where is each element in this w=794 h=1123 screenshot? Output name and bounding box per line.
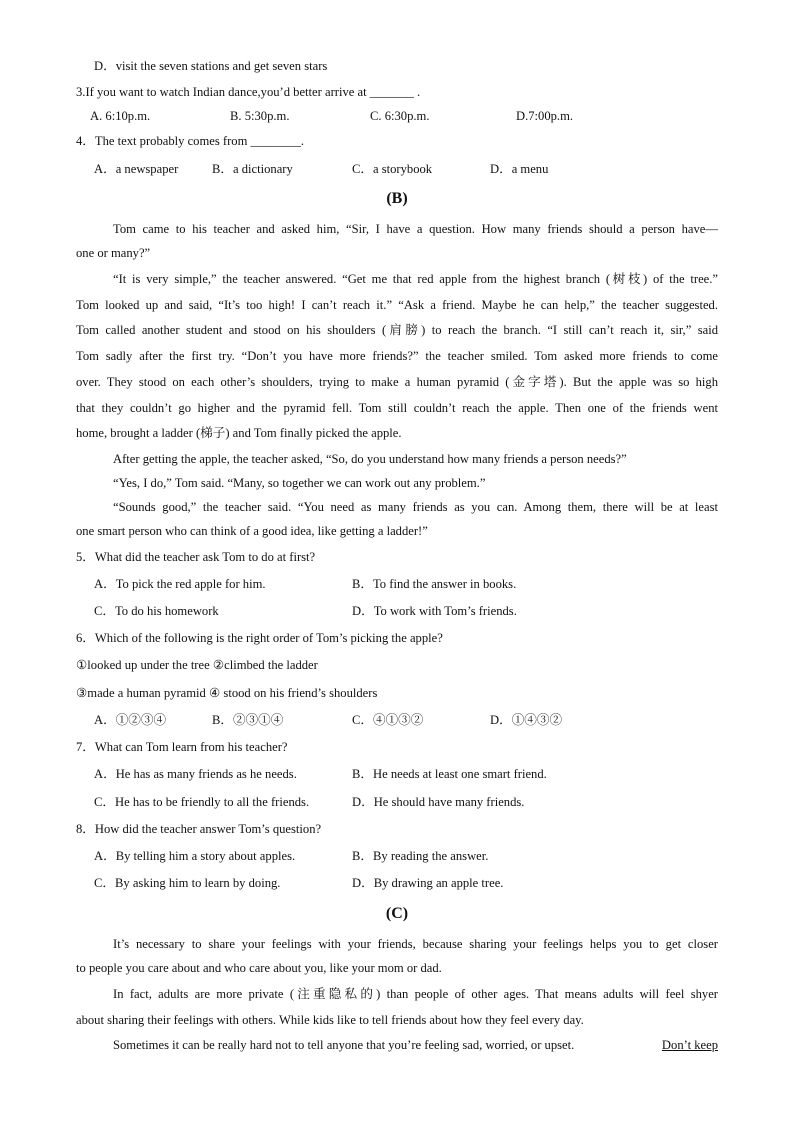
q6-option-a: A．①②③④ xyxy=(94,713,167,727)
q7-option-a: A．He has as many friends as he needs. xyxy=(94,767,297,781)
question-5: 5．What did the teacher ask Tom to do at first? xyxy=(76,550,316,564)
passage-c-line-4: about sharing their feelings with others. While kids like to tell friends about how they feel every day. xyxy=(76,1013,584,1027)
q5-option-a: A．To pick the red apple for him. xyxy=(94,577,266,591)
q8-option-b: B．By reading the answer. xyxy=(352,849,489,863)
passage-c-line-2: to people you care about and who care about you, like your mom or dad. xyxy=(76,961,442,975)
passage-c-line-1: It’s necessary to share your feelings with your friends, because sharing your feelings helps you to get closer xyxy=(113,937,718,951)
question-4: 4．The text probably comes from ________. xyxy=(76,134,305,148)
passage-c-line-3: In fact, adults are more private (注重隐私的) than people of other ages. That means adults will feel shyer xyxy=(113,987,718,1001)
q8-option-a: A．By telling him a story about apples. xyxy=(94,849,296,863)
q4-option-b: B．a dictionary xyxy=(212,162,293,176)
q8-option-c: C．By asking him to learn by doing. xyxy=(94,876,281,890)
q6-option-d: D．①④③② xyxy=(490,713,563,727)
passage-b-line-11: “Yes, I do,” Tom said. “Many, so together we can work out any problem.” xyxy=(113,476,486,490)
q3-option-a: A. 6:10p.m. xyxy=(90,109,151,123)
section-b-heading: (B) xyxy=(386,190,408,207)
passage-b-line-13: one smart person who can think of a good idea, like getting a ladder!” xyxy=(76,524,428,538)
section-c-heading: (C) xyxy=(385,905,409,922)
passage-b-line-2: one or many?” xyxy=(76,246,151,260)
question-7: 7．What can Tom learn from his teacher? xyxy=(76,740,288,754)
passage-b-line-12: “Sounds good,” the teacher said. “You need as many friends as you can. Among them, there will be at least xyxy=(113,500,718,514)
q6-option-c: C．④①③② xyxy=(352,713,424,727)
q5-option-d: D．To work with Tom’s friends. xyxy=(352,604,517,618)
q2-option-d: D．visit the seven stations and get seven stars xyxy=(94,59,328,73)
passage-b-line-3: “It is very simple,” the teacher answered. “Get me that red apple from the highest branch (树枝) of the tree.” xyxy=(113,272,718,286)
q7-option-c: C．He has to be friendly to all the friends. xyxy=(94,795,310,809)
passage-b-line-6: Tom sadly after the first try. “Don’t you have more friends?” the teacher smiled. Tom asked more friends to come xyxy=(76,349,718,363)
q6-steps-line-1: ①looked up under the tree ②climbed the ladder xyxy=(76,658,318,672)
passage-b-line-5: Tom called another student and stood on his shoulders (肩膀) to reach the branch. “I still can’t reach it, sir,” said xyxy=(76,323,718,337)
passage-c-line-5: Sometimes it can be really hard not to tell anyone that you’re feeling sad, worried, or upset. xyxy=(113,1038,575,1052)
passage-b-line-9: home, brought a ladder (梯子) and Tom finally picked the apple. xyxy=(76,426,402,440)
q7-option-d: D．He should have many friends. xyxy=(352,795,525,809)
passage-b-line-4: Tom looked up and said, “It’s too high! I can’t reach it.” “Ask a friend. Maybe he can help,” the teacher suggested. xyxy=(76,298,718,312)
q7-option-b: B．He needs at least one smart friend. xyxy=(352,767,547,781)
question-8: 8．How did the teacher answer Tom’s question? xyxy=(76,822,322,836)
q5-option-b: B．To find the answer in books. xyxy=(352,577,517,591)
q6-steps-line-2: ③made a human pyramid ④ stood on his friend’s shoulders xyxy=(76,686,378,700)
passage-b-line-10: After getting the apple, the teacher asked, “So, do you understand how many friends a person needs?” xyxy=(113,452,627,466)
passage-b-line-7: over. They stood on each other’s shoulders, trying to make a human pyramid (金字塔). But the apple was so high xyxy=(76,375,718,389)
q8-option-d: D．By drawing an apple tree. xyxy=(352,876,504,890)
q4-option-c: C．a storybook xyxy=(352,162,433,176)
q3-option-c: C. 6:30p.m. xyxy=(370,109,430,123)
q3-option-d: D.7:00p.m. xyxy=(516,109,574,123)
q6-option-b: B．②③①④ xyxy=(212,713,284,727)
underlined-phrase: Don’t keep xyxy=(661,1038,718,1052)
passage-b-line-1: Tom came to his teacher and asked him, “Sir, I have a question. How many friends should a person have— xyxy=(113,222,718,236)
passage-c-line-5-wrap xyxy=(113,1037,718,1053)
q5-option-c: C．To do his homework xyxy=(94,604,219,618)
passage-b-line-8: that they couldn’t go higher and the pyramid fell. Tom still couldn’t reach the apple. Then one of the friends went xyxy=(76,401,718,415)
question-6: 6．Which of the following is the right order of Tom’s picking the apple? xyxy=(76,631,443,645)
q4-option-d: D．a menu xyxy=(490,162,549,176)
q4-option-a: A．a newspaper xyxy=(94,162,179,176)
q3-option-b: B. 5:30p.m. xyxy=(230,109,290,123)
question-3: 3.If you want to watch Indian dance,you’d better arrive at _______ . xyxy=(76,85,421,99)
